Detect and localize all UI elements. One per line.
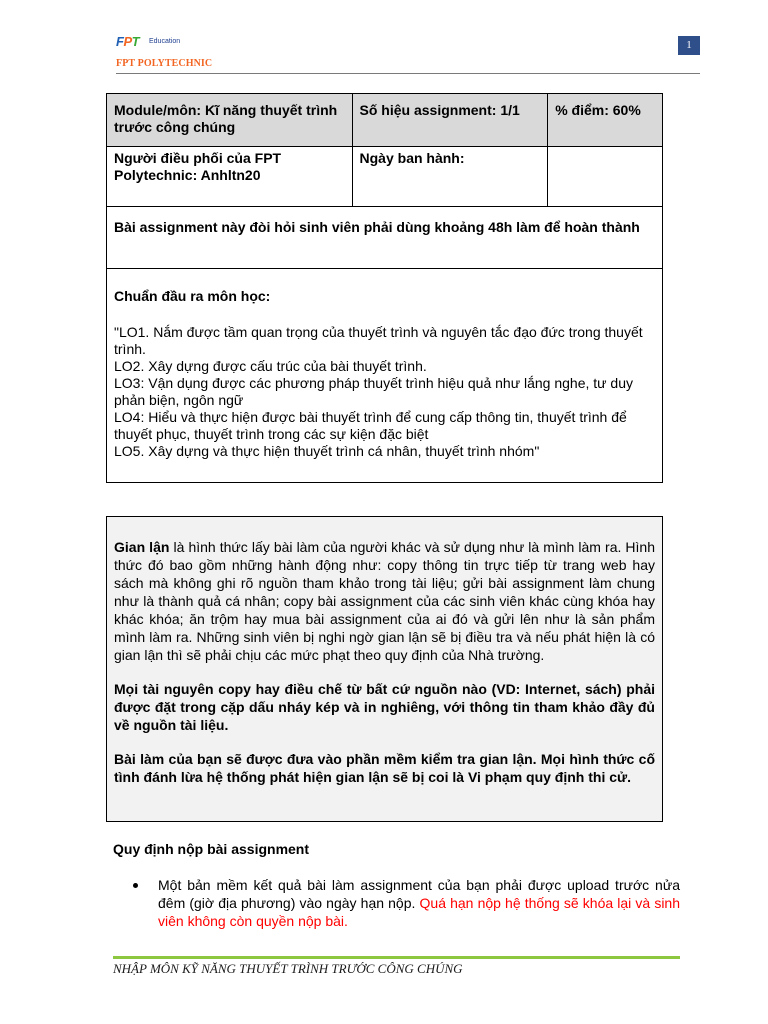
- fpt-logo-education: Education: [149, 38, 181, 45]
- fpt-logo: [116, 34, 226, 70]
- submission-rule-text: Một bản mềm kết quả bài làm assignment của bạn phải được upload trước nửa đêm (giờ địa phương) vào ngày hạn nộp.: [158, 877, 680, 911]
- score-percent-cell: % điểm: 60%: [548, 94, 663, 147]
- submission-rules-title: Quy định nộp bài assignment: [113, 841, 310, 857]
- coordinator-cell: Người điều phối của FPT Polytechnic: Anhltn20: [107, 147, 353, 207]
- learning-outcome-5: LO5. Xây dựng và thực hiện thuyết trình cá nhân, thuyết trình nhóm": [114, 443, 540, 459]
- assignment-number-cell: Số hiệu assignment: 1/1: [352, 94, 548, 147]
- plagiarism-notice-box: [106, 516, 663, 822]
- fpt-logo-mark: FPT: [116, 34, 140, 49]
- learning-outcomes-title: Chuẩn đầu ra môn học:: [114, 288, 271, 304]
- module-cell: Module/môn: Kĩ năng thuyết trình trước công chúng: [107, 94, 353, 147]
- late-submission-warning: Quá hạn nộp hệ thống sẽ khóa lại và sinh viên không còn quyền nộp bài.: [158, 895, 680, 929]
- copy-citation-rule: Mọi tài nguyên copy hay điều chế từ bất cứ nguồn nào (VD: Internet, sách) phải được đặt trong cặp dấu nháy kép và in nghiêng, với thông tin tham khảo đầy đủ về nguồn tài liệu.: [114, 681, 655, 733]
- plagiarism-definition: [114, 538, 655, 664]
- learning-outcome-2: LO2. Xây dựng được cấu trúc của bài thuyết trình.: [114, 358, 427, 374]
- learning-outcomes-cell: [107, 269, 663, 483]
- issue-date-cell: Ngày ban hành:: [352, 147, 548, 207]
- page-number: 1: [678, 36, 700, 55]
- learning-outcome-4: LO4: Hiểu và thực hiện được bài thuyết trình để cung cấp thông tin, thuyết trình để thuyết phục, thuyết trình trong các sự kiện đặc biệt: [114, 409, 627, 442]
- plagiarism-check-rule: Bài làm của bạn sẽ được đưa vào phần mềm kiểm tra gian lận. Mọi hình thức cố tình đánh lừa hệ thống phát hiện gian lận sẽ bị coi là Vi phạm quy định thi cử.: [114, 751, 655, 785]
- header-divider: [116, 73, 700, 74]
- submission-rule-item: [158, 876, 680, 930]
- assignment-info-table: [106, 93, 663, 483]
- duration-cell: Bài assignment này đòi hỏi sinh viên phải dùng khoảng 48h làm để hoàn thành: [107, 207, 663, 269]
- bullet-icon: [133, 883, 138, 888]
- learning-outcome-1: "LO1. Nắm được tầm quan trọng của thuyết trình và nguyên tắc đạo đức trong thuyết trình.: [114, 324, 643, 357]
- footer-course-title: NHẬP MÔN KỸ NĂNG THUYẾT TRÌNH TRƯỚC CÔNG CHÚNG: [113, 961, 463, 976]
- learning-outcome-3: LO3: Vận dụng được các phương pháp thuyết trình hiệu quả như lắng nghe, tư duy phản biện, ngôn ngữ: [114, 375, 633, 408]
- empty-cell: [548, 147, 663, 207]
- fpt-polytechnic-wordmark: FPT POLYTECHNIC: [116, 58, 213, 69]
- footer-divider: [113, 956, 680, 959]
- plagiarism-term: Gian lận: [114, 539, 170, 555]
- plagiarism-definition-text: là hình thức lấy bài làm của người khác và sử dụng như là mình làm ra. Hình thức đó bao gồm những hành động như: copy thông tin trực tiếp từ trang web hay sách mà không ghi rõ nguồn tham khảo trong tài liệu; gửi bài assignment làm chung như là thành quả cá nhân; copy bài assignment của các sinh viên khác cùng khóa hay khác khóa; ăn trộm hay mua bài assignment của ai đó và gửi lên như là sản phẩm mình làm ra. Những sinh viên bị nghi ngờ gian lận sẽ bị điều tra và nếu phát hiện là có gian lận thì sẽ phải chịu các mức phạt theo quy định của Nhà trường.: [114, 539, 656, 663]
